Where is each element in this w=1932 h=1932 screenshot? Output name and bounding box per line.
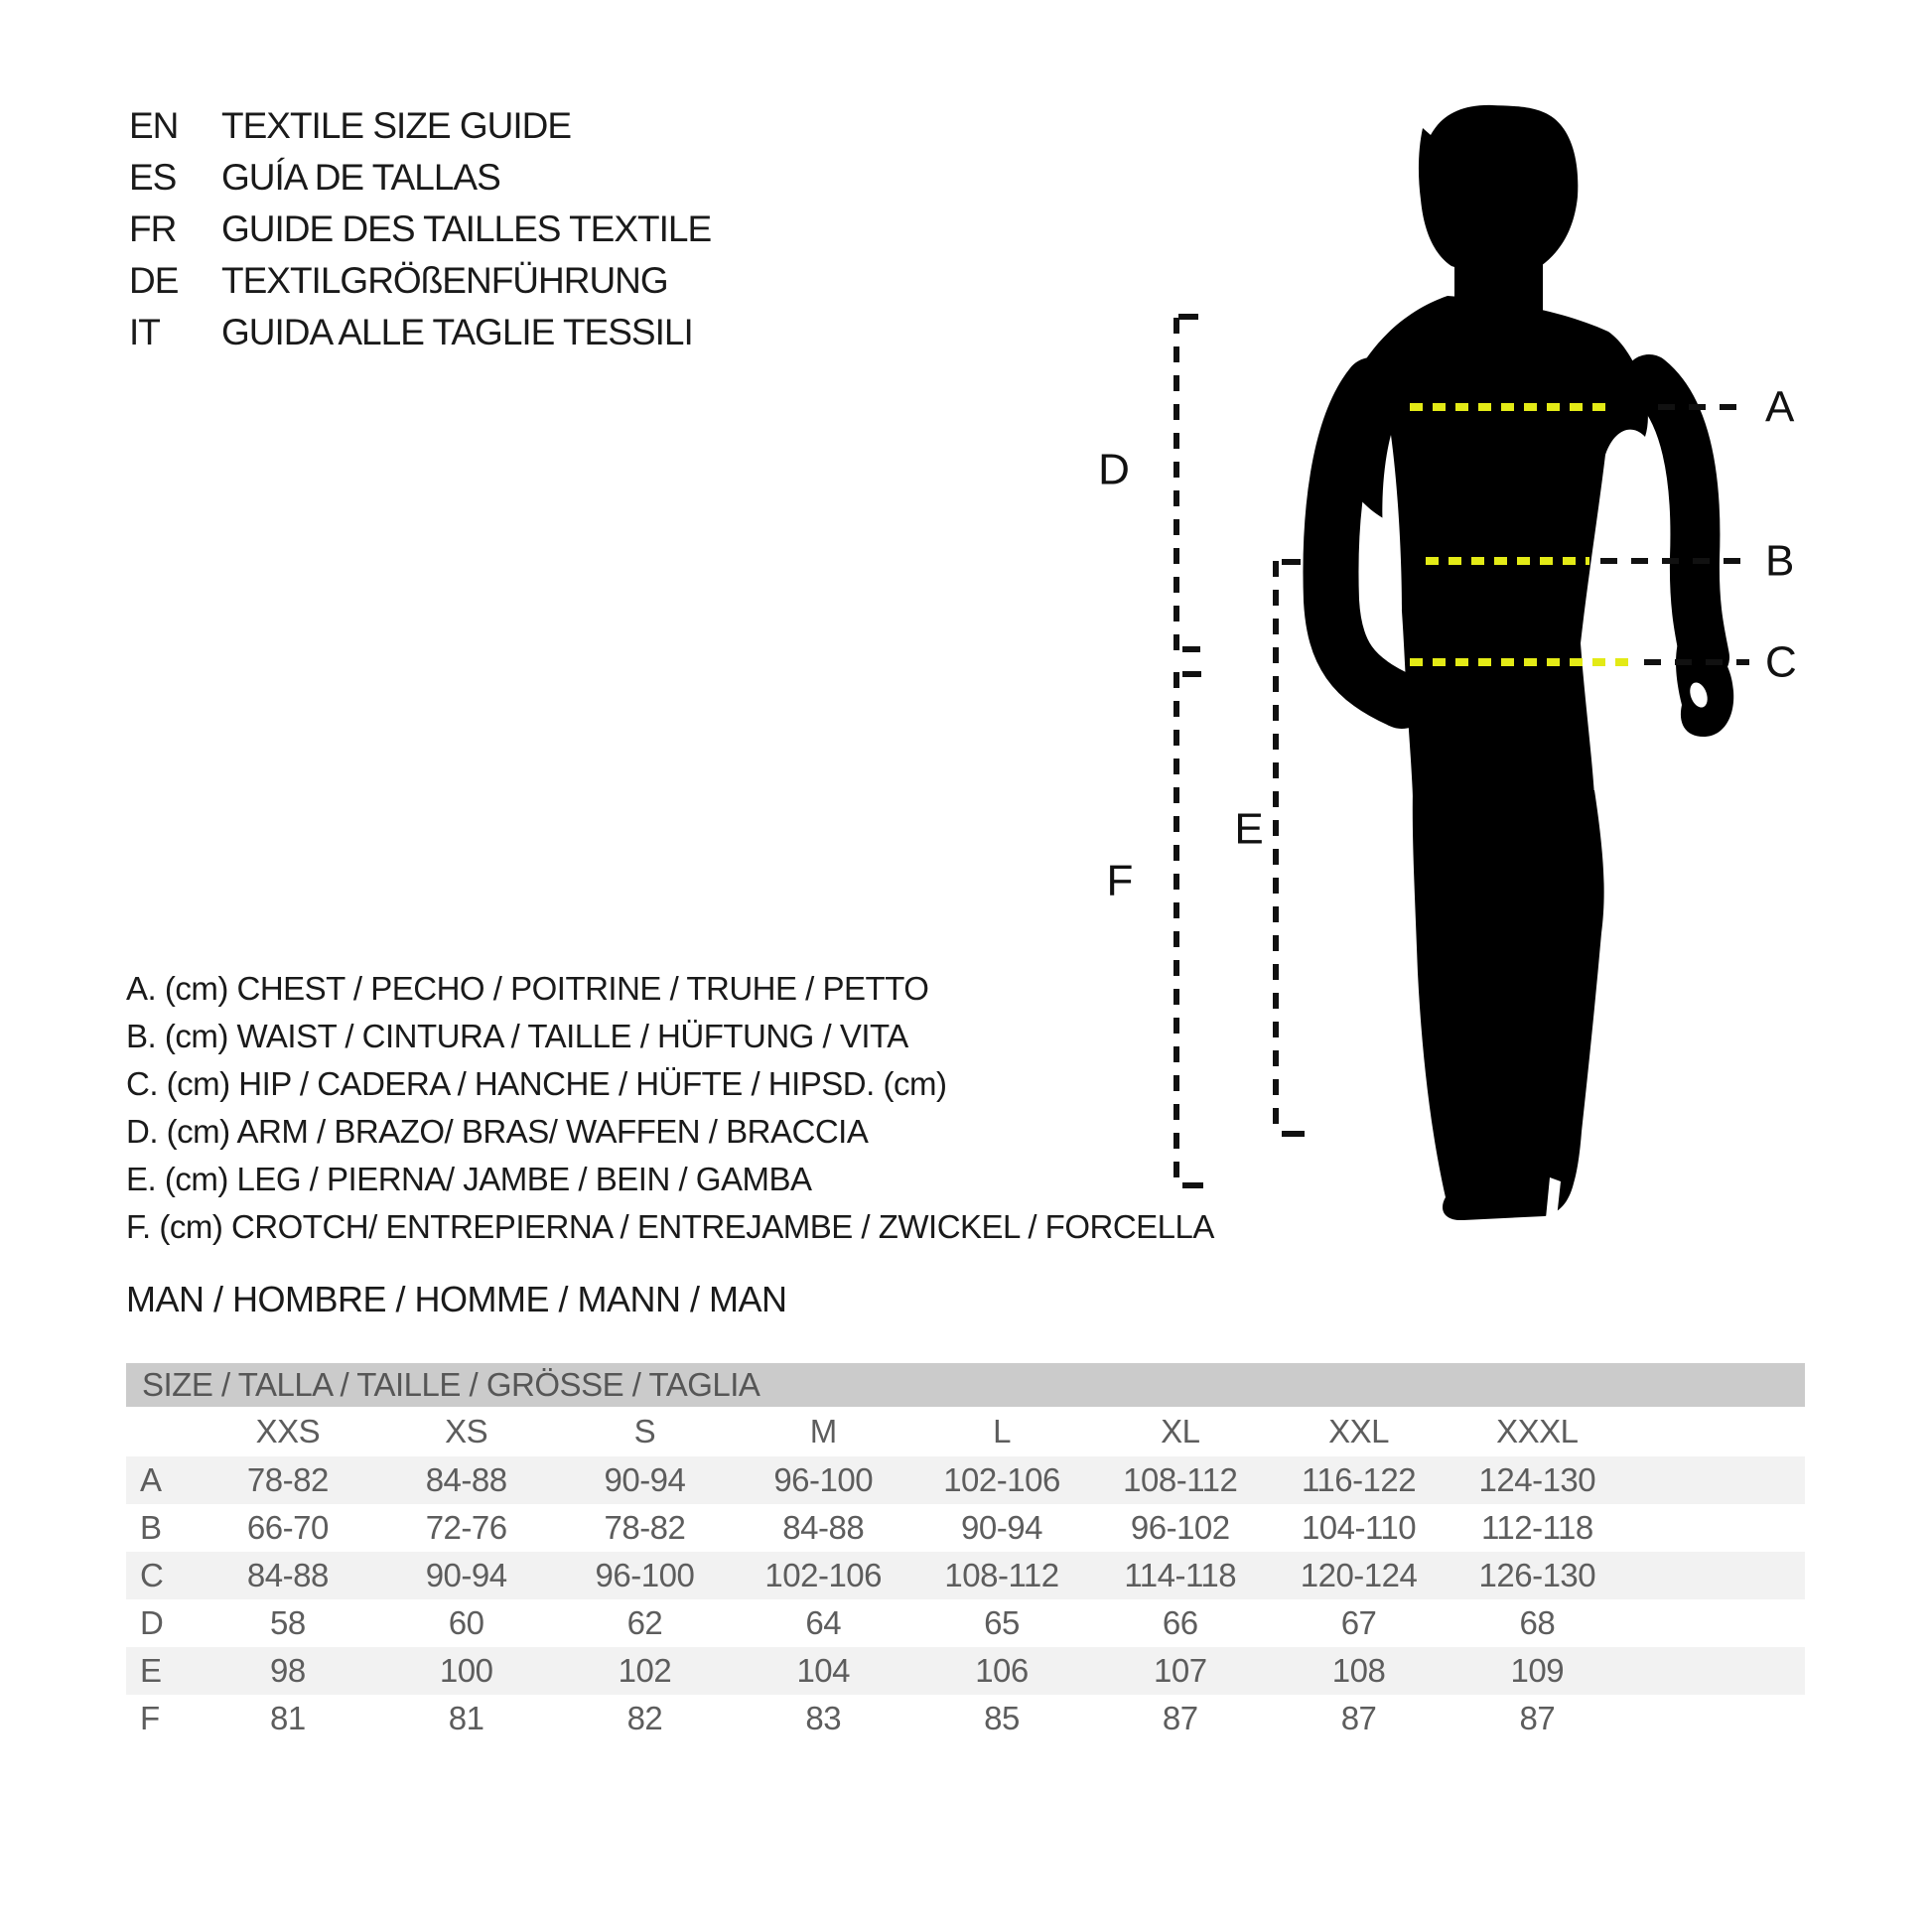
size-value-cell: 104: [796, 1652, 850, 1689]
legend-item: D. (cm) ARM / BRAZO/ BRAS/ WAFFEN / BRACCIA: [126, 1113, 869, 1150]
size-value-cell: 109: [1510, 1652, 1565, 1689]
size-value-cell: 102: [618, 1652, 672, 1689]
size-value-cell: 90-94: [961, 1509, 1042, 1546]
size-value-cell: 102-106: [764, 1557, 883, 1593]
size-value-cell: 120-124: [1300, 1557, 1418, 1593]
language-code: IT: [129, 312, 160, 352]
language-row: [129, 100, 711, 152]
guide-title: TEXTILGRÖßENFÜHRUNG: [221, 260, 668, 301]
language-title-list: [129, 100, 711, 358]
label-arm: D: [1098, 445, 1130, 494]
language-code: FR: [129, 208, 177, 249]
size-table-row: [126, 1552, 1805, 1599]
size-value-cell: 81: [270, 1700, 306, 1736]
size-value-cell: 87: [1162, 1700, 1198, 1736]
guide-title: TEXTILE SIZE GUIDE: [221, 105, 572, 146]
size-column-header: XXL: [1328, 1413, 1389, 1449]
legend-item: C. (cm) HIP / CADERA / HANCHE / HÜFTE / HIPSD. (cm): [126, 1065, 947, 1102]
size-value-cell: 78-82: [246, 1461, 329, 1498]
size-value-cell: 96-100: [773, 1461, 874, 1498]
language-row: [129, 307, 711, 358]
size-value-cell: 82: [626, 1700, 663, 1736]
size-table-row: [126, 1456, 1805, 1504]
label-crotch: F: [1106, 856, 1134, 905]
language-code: DE: [129, 260, 179, 301]
size-value-cell: 114-118: [1124, 1557, 1237, 1593]
size-value-cell: 100: [439, 1652, 493, 1689]
size-value-cell: 102-106: [943, 1461, 1060, 1498]
size-value-cell: 68: [1519, 1604, 1556, 1641]
size-value-cell: 124-130: [1478, 1461, 1596, 1498]
size-column-header: M: [809, 1413, 837, 1449]
measure-lines-vertical: [1176, 317, 1305, 1187]
size-table-banner: [126, 1363, 1805, 1407]
size-value-cell: 126-130: [1478, 1557, 1596, 1593]
size-table-header-row: [126, 1407, 1805, 1456]
measurement-row-label: F: [140, 1700, 160, 1736]
size-column-header: XXXL: [1496, 1413, 1579, 1449]
size-table-row: [126, 1504, 1805, 1552]
size-value-cell: 67: [1340, 1604, 1377, 1641]
size-value-cell: 64: [805, 1604, 842, 1641]
size-table: [126, 1363, 1805, 1742]
size-value-cell: 78-82: [604, 1509, 686, 1546]
size-value-cell: 81: [448, 1700, 484, 1736]
size-value-cell: 85: [984, 1700, 1020, 1736]
legend-item: A. (cm) CHEST / PECHO / POITRINE / TRUHE / PETTO: [126, 970, 929, 1007]
label-chest: A: [1765, 382, 1795, 432]
measurement-row-label: E: [140, 1652, 162, 1689]
size-value-cell: 62: [626, 1604, 663, 1641]
legend-item: F. (cm) CROTCH/ ENTREPIERNA / ENTREJAMBE / ZWICKEL / FORCELLA: [126, 1208, 1214, 1245]
size-value-cell: 112-118: [1480, 1509, 1593, 1546]
man-silhouette-svg: [1052, 99, 1827, 1231]
size-table-banner-label: SIZE / TALLA / TAILLE / GRÖSSE / TAGLIA: [142, 1366, 760, 1403]
label-hip: C: [1765, 637, 1797, 687]
size-value-cell: 87: [1340, 1700, 1377, 1736]
size-table-row: [126, 1695, 1805, 1742]
guide-title: GUÍA DE TALLAS: [221, 157, 500, 198]
measurement-row-label: A: [140, 1461, 162, 1498]
size-table-body: [126, 1456, 1805, 1742]
size-value-cell: 96-100: [595, 1557, 695, 1593]
label-waist: B: [1765, 536, 1795, 586]
size-value-cell: 90-94: [425, 1557, 507, 1593]
size-value-cell: 116-122: [1301, 1461, 1417, 1498]
size-value-cell: 66: [1162, 1604, 1198, 1641]
size-column-header: S: [633, 1413, 656, 1449]
size-value-cell: 72-76: [425, 1509, 507, 1546]
size-value-cell: 90-94: [604, 1461, 686, 1498]
size-value-cell: 106: [975, 1652, 1029, 1689]
legend-item: E. (cm) LEG / PIERNA/ JAMBE / BEIN / GAMBA: [126, 1161, 812, 1197]
size-value-cell: 96-102: [1130, 1509, 1230, 1546]
size-value-cell: 83: [805, 1700, 842, 1736]
size-value-cell: 84-88: [425, 1461, 507, 1498]
legend-item: B. (cm) WAIST / CINTURA / TAILLE / HÜFTUNG / VITA: [126, 1018, 908, 1054]
language-code: ES: [129, 157, 177, 198]
size-value-cell: 87: [1519, 1700, 1556, 1736]
silhouette-right-arm: [1649, 379, 1705, 657]
measurement-legend: [126, 965, 1214, 1251]
guide-title: GUIDE DES TAILLES TEXTILE: [221, 208, 712, 249]
size-value-cell: 65: [984, 1604, 1020, 1641]
size-value-cell: 58: [270, 1604, 306, 1641]
size-value-cell: 108-112: [944, 1557, 1059, 1593]
size-column-header: L: [993, 1413, 1011, 1449]
size-column-header: XL: [1161, 1413, 1200, 1449]
measurement-row-label: C: [140, 1557, 164, 1593]
size-value-cell: 98: [270, 1652, 306, 1689]
size-value-cell: 104-110: [1301, 1509, 1417, 1546]
measurement-row-label: D: [140, 1604, 164, 1641]
silhouette-legs: [1413, 790, 1604, 1220]
size-table-row: [126, 1647, 1805, 1695]
size-column-header: XS: [445, 1413, 488, 1449]
size-table-row: [126, 1599, 1805, 1647]
size-value-cell: 108-112: [1123, 1461, 1238, 1498]
language-code: EN: [129, 105, 179, 146]
size-value-cell: 84-88: [246, 1557, 329, 1593]
label-leg: E: [1234, 804, 1264, 854]
size-value-cell: 108: [1331, 1652, 1386, 1689]
man-silhouette-figure: [1052, 99, 1827, 1231]
size-value-cell: 84-88: [782, 1509, 865, 1546]
language-row: [129, 204, 711, 255]
size-column-header: XXS: [255, 1413, 321, 1449]
size-value-cell: 66-70: [246, 1509, 329, 1546]
gender-line: MAN / HOMBRE / HOMME / MANN / MAN: [126, 1279, 787, 1319]
size-value-cell: 107: [1153, 1652, 1207, 1689]
guide-title: GUIDA ALLE TAGLIE TESSILI: [221, 312, 693, 352]
measurement-row-label: B: [140, 1509, 162, 1546]
language-row: [129, 255, 711, 307]
language-row: [129, 152, 711, 204]
size-value-cell: 60: [448, 1604, 484, 1641]
